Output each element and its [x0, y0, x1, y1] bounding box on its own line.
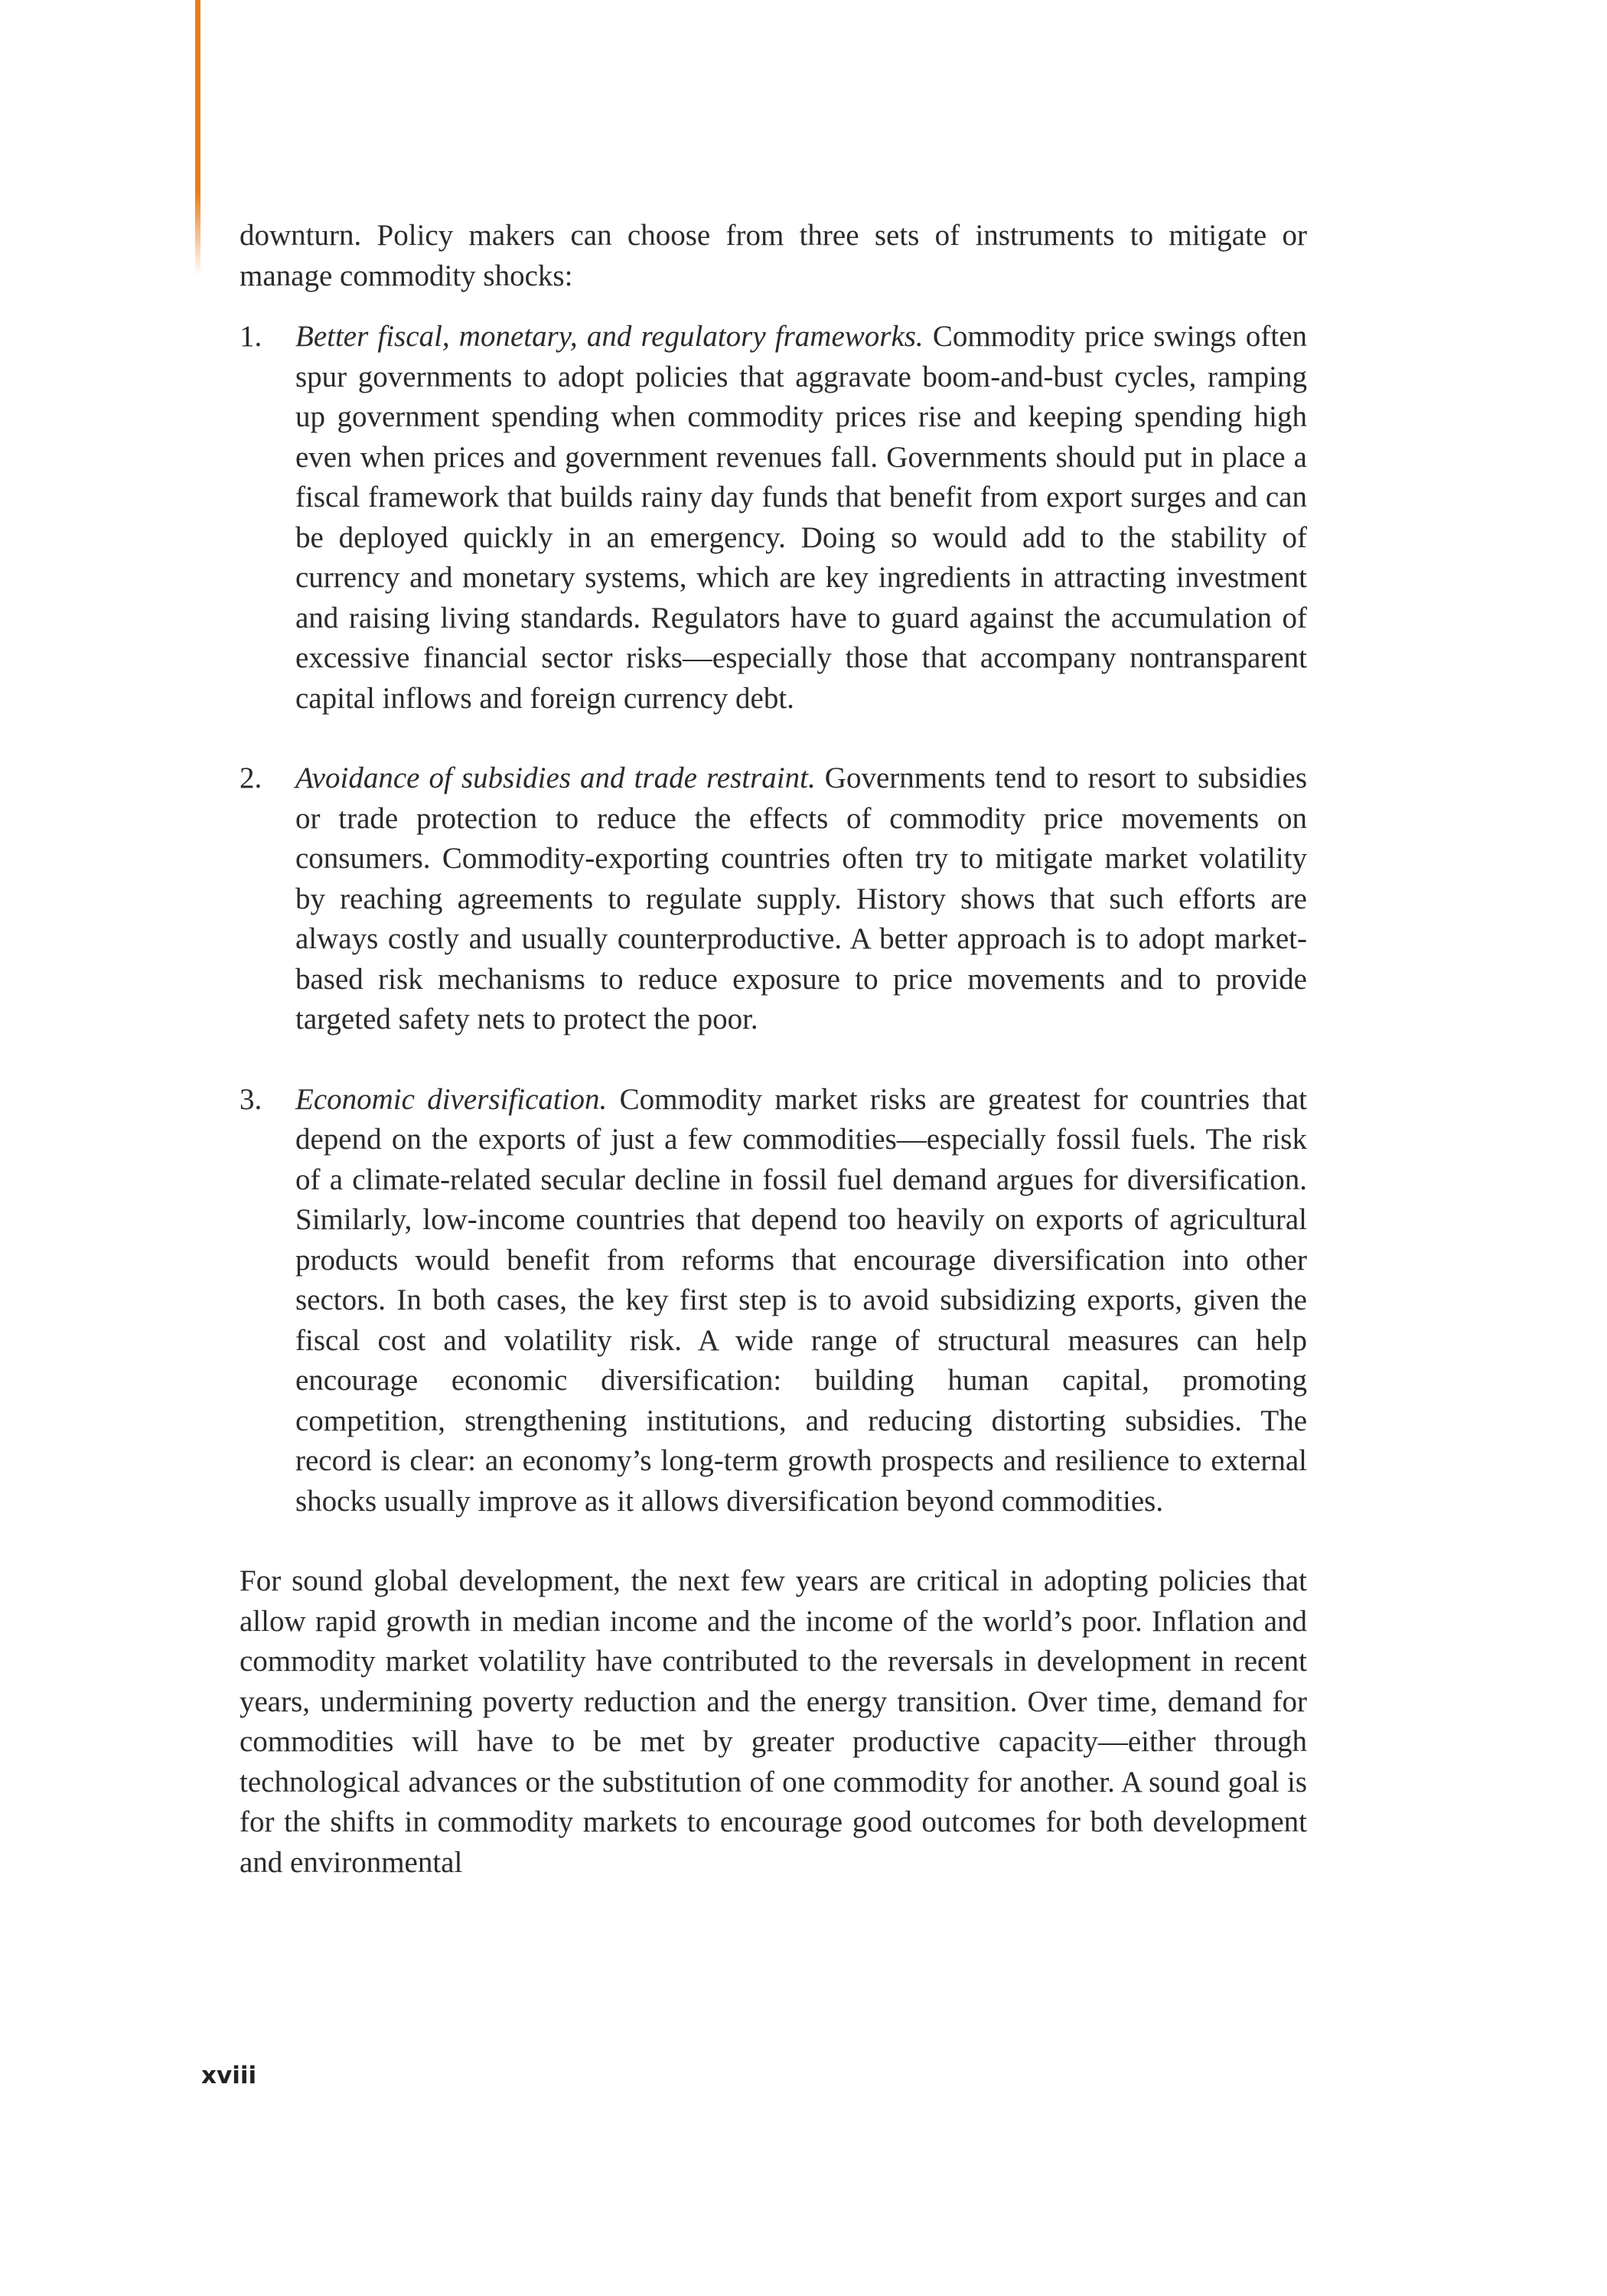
list-item — [240, 317, 1307, 719]
list-item-body: Commodity market risks are greatest for countries that depend on the exports of just a few commodities—especially fossil fuels. The risk of a climate-related secular decline in fossil fuel demand argues for diversification. Similarly, low-income countries that depend too heavily on exports of agricultural products would benefit from reforms that encourage diversification into other sectors. In both cases, the key first step is to avoid subsidizing exports, given the fiscal cost and volatility risk. A wide range of structural measures can help encourage economic diversification: building human capital, promoting competition, strengthening institutions, and reducing distorting subsidies. The record is clear: an economy’s long-term growth prospects and resilience to external shocks usually improve as it allows diversification beyond commodities. — [295, 1082, 1307, 1518]
list-item-title: Avoidance of subsidies and trade restraint. — [295, 762, 825, 794]
accent-bar — [195, 0, 200, 276]
closing-paragraph: For sound global development, the next few years are critical in adopting policies that allow rapid growth in median income and the income of the world’s poor. Inflation and commodity market volatility have contributed to the reversals in development in recent years, undermining poverty reduction and the energy transition. Over time, demand for commodities will have to be met by greater productive capacity—either through technological advances or the substitution of one commodity for another. A sound goal is for the shifts in commodity markets to encourage good outcomes for both development and environmental — [240, 1564, 1307, 1879]
list-item — [240, 1080, 1307, 1522]
page-number: xviii — [201, 2062, 257, 2089]
intro-paragraph: downturn. Policy makers can choose from three sets of instruments to mitigate or manage commodity shocks: — [240, 219, 1307, 292]
list-item-body: Commodity price swings often spur governments to adopt policies that aggravate boom-and-bust cycles, ramping up government spending when commodity prices rise and keeping spending high even when prices and government revenues fall. Governments should put in place a fiscal framework that builds rainy day funds that benefit from export surges and can be deployed quickly in an emergency. Doing so would add to the stability of currency and monetary systems, which are key ingredients in attracting investment and raising living standards. Regulators have to guard against the accumulation of excessive financial sector risks—especially those that accompany nontransparent capital inflows and foreign currency debt. — [295, 320, 1307, 715]
list-item-number: 3. — [240, 1082, 262, 1116]
list-item-number: 1. — [240, 320, 262, 353]
list-item-title: Better fiscal, monetary, and regulatory frameworks. — [295, 320, 933, 353]
list-item-body: Governments tend to resort to subsidies or trade protection to reduce the effects of commodity price movements on consumers. Commodity-exporting countries often try to mitigate market volatility by reaching agreements to regulate supply. History shows that such efforts are always costly and usually counterproductive. A better approach is to adopt market-based risk mechanisms to reduce exposure to price movements and to provide targeted safety nets to protect the poor. — [295, 762, 1307, 1035]
list-item — [240, 758, 1307, 1040]
body-text — [240, 216, 1307, 1883]
list-item-title: Economic diversification. — [295, 1082, 620, 1116]
instruments-list — [240, 317, 1307, 1521]
list-item-number: 2. — [240, 762, 262, 794]
